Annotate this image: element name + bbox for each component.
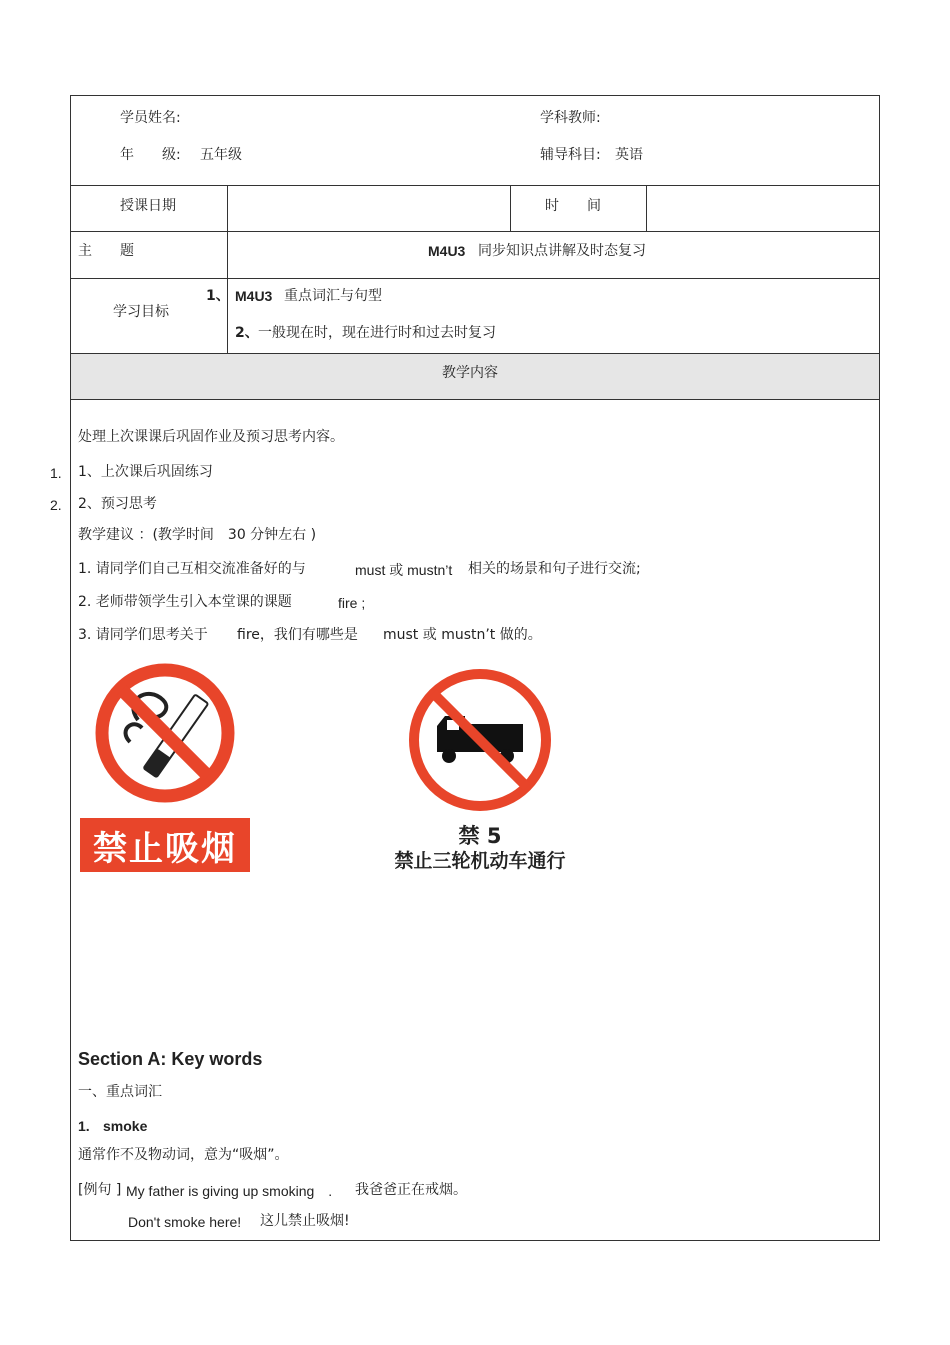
tip-2-keyword: fire ; [338, 595, 366, 611]
list-item: 1、上次课后巩固练习 [78, 464, 213, 480]
tricycle-sign-number: 禁 5 [458, 824, 502, 848]
list-item: 2、预习思考 [78, 496, 157, 512]
word-definition: 通常作不及物动词，意为“吸烟”。 [78, 1147, 289, 1163]
row-divider [70, 353, 880, 354]
topic-value: 同步知识点讲解及时态复习 [478, 243, 646, 259]
objective-2-text: 一般现在时，现在进行时和过去时复习 [258, 325, 496, 341]
table-border-bottom [70, 1240, 880, 1241]
column-divider [646, 185, 647, 232]
subject-label: 辅导科目: [540, 147, 601, 163]
no-tricycle-icon [385, 660, 575, 820]
no-smoking-caption: 禁止吸烟 [93, 828, 237, 869]
word-number: 1. [78, 1118, 90, 1134]
row-divider [70, 399, 880, 400]
date-label: 授课日期 [120, 198, 176, 214]
tip-3-suffix: must 或 mustn’t 做的。 [383, 627, 542, 643]
time-label: 时 间 [545, 198, 601, 214]
table-border-top [70, 95, 880, 96]
subject-value: 英语 [615, 147, 643, 163]
no-smoking-sign [78, 660, 252, 876]
column-divider [227, 185, 228, 354]
no-smoking-icon [78, 660, 252, 810]
row-divider [70, 231, 880, 232]
list-marker: 2. [50, 497, 62, 513]
objective-2-number: 2、 [235, 325, 259, 341]
tip-3-keyword: fire，我们有哪些是 [237, 627, 358, 643]
grade-label: 年 级: [120, 147, 181, 163]
table-border-right [879, 95, 880, 1241]
example-2-chinese: 这儿禁止吸烟! [260, 1213, 350, 1229]
section-a-subtitle: 一、重点词汇 [78, 1084, 162, 1100]
row-divider [70, 185, 880, 186]
example-chinese: 我爸爸正在戒烟。 [355, 1182, 467, 1198]
content-intro: 处理上次课课后巩固作业及预习思考内容。 [78, 429, 344, 445]
list-marker: 1. [50, 465, 62, 481]
tricycle-sign-caption: 禁止三轮机动车通行 [394, 850, 566, 872]
tip-1-keyword: must 或 mustn’t [355, 562, 453, 578]
topic-label: 主 题 [78, 243, 134, 259]
objective-1-number: 1、 [206, 288, 230, 304]
objective-1-code: M4U3 [235, 288, 273, 304]
row-divider [70, 278, 880, 279]
tip-3-prefix: 3. 请同学们思考关于 [78, 627, 208, 643]
example-label: [例句 ] [78, 1182, 122, 1198]
no-tricycle-sign [385, 660, 575, 880]
teacher-label: 学科教师: [540, 110, 601, 126]
teaching-suggestion: 教学建议 ：(教学时间 30 分钟左右 ) [78, 527, 317, 543]
topic-code: M4U3 [428, 243, 466, 259]
content-header: 教学内容 [442, 365, 498, 381]
no-smoking-label [80, 818, 250, 872]
section-a-title: Section A: Key words [78, 1049, 263, 1069]
keyword-smoke: smoke [103, 1118, 148, 1134]
example-english: My father is giving up smoking . [126, 1183, 333, 1199]
student-name-label: 学员姓名: [120, 110, 181, 126]
grade-value: 五年级 [200, 147, 242, 163]
tip-1-prefix: 1. 请同学们自己互相交流准备好的与 [78, 561, 306, 577]
objectives-label: 学习目标 [113, 304, 169, 320]
table-border-left [70, 95, 71, 1241]
objective-1-text: 重点词汇与句型 [284, 288, 382, 304]
column-divider [510, 185, 511, 232]
example-2-english: Don't smoke here! [128, 1214, 242, 1230]
tip-2-prefix: 2. 老师带领学生引入本堂课的课题 [78, 594, 292, 610]
tip-1-suffix: 相关的场景和句子进行交流; [468, 561, 641, 577]
